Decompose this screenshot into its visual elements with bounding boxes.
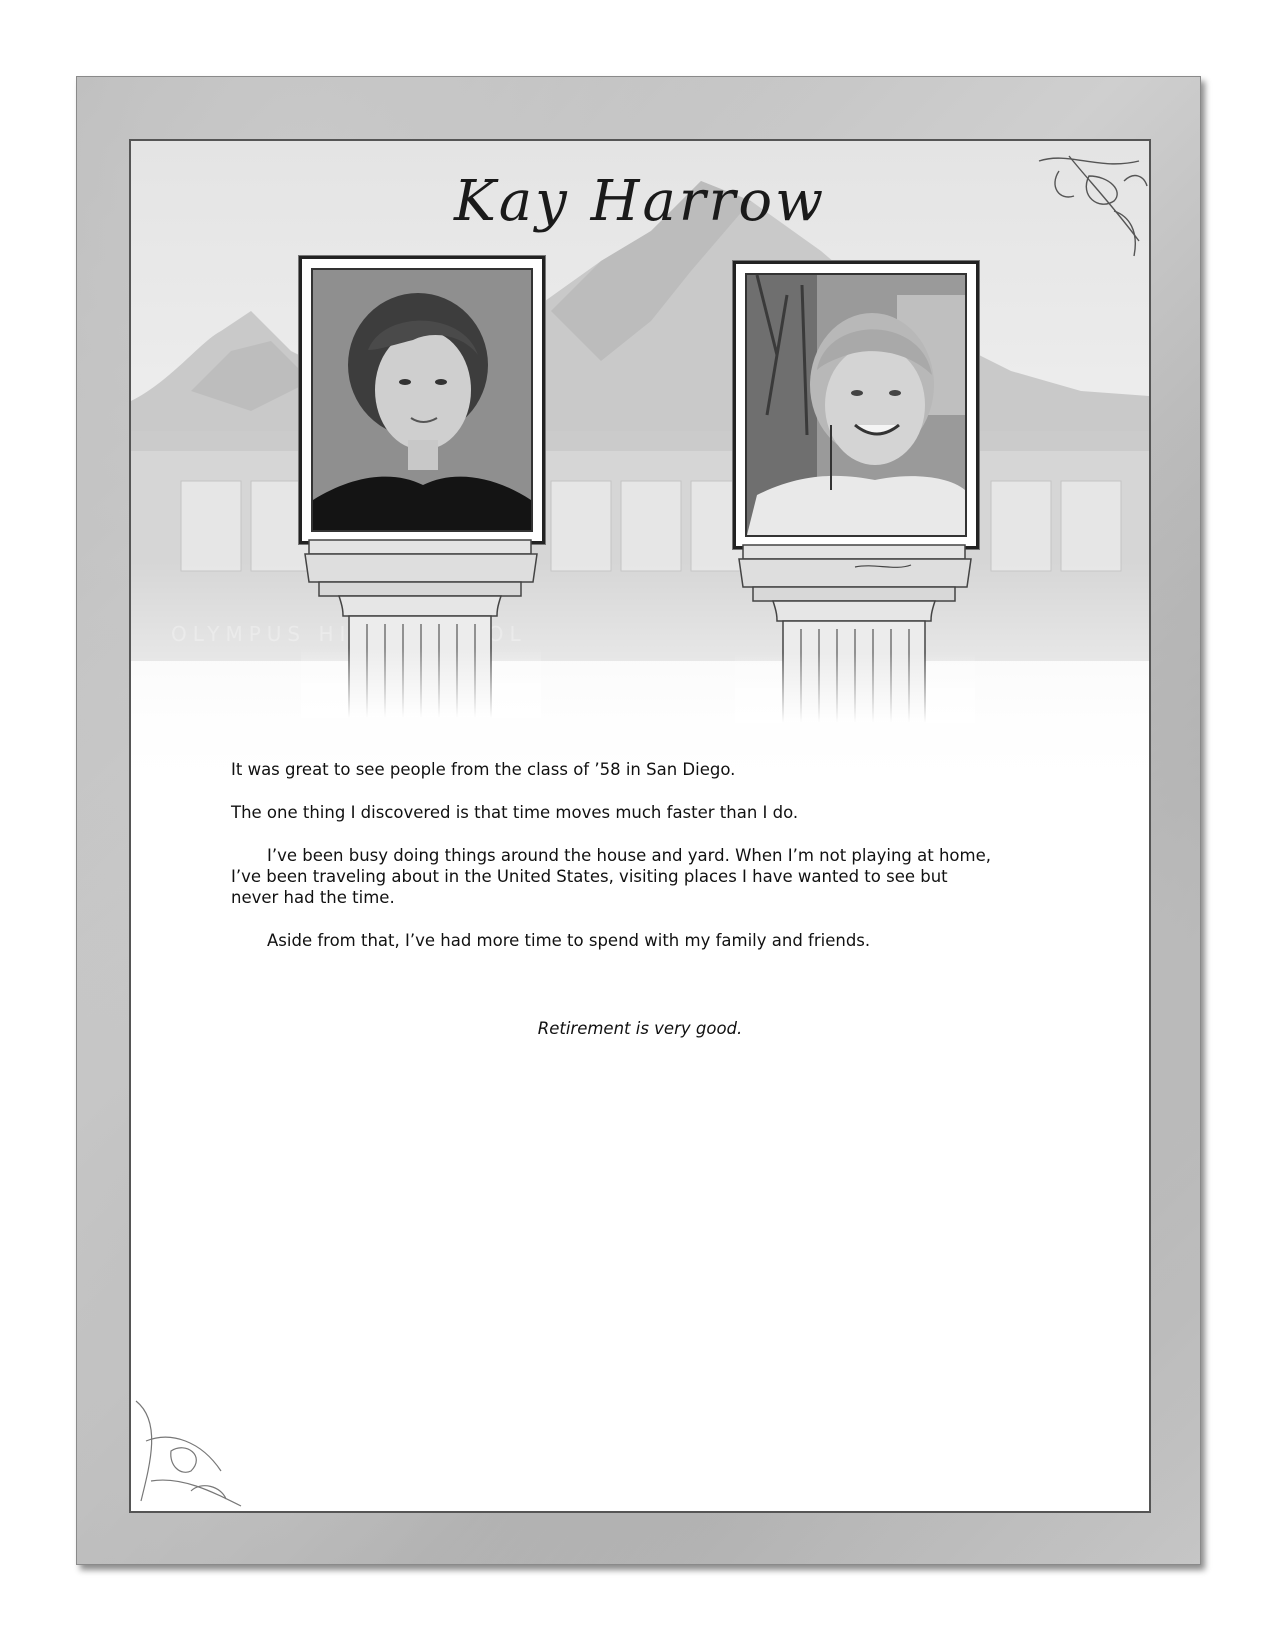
school-portrait-photo (311, 268, 533, 532)
page-frame (76, 76, 1201, 1565)
left-pillar (301, 538, 541, 718)
closing-line: Retirement is very good. (537, 1019, 743, 1038)
background-school-scene (131, 141, 1149, 801)
left-photo-group (299, 256, 549, 716)
paragraph-1: It was great to see people from the class of ’58 in San Diego. (231, 760, 736, 779)
recent-photo (745, 273, 967, 537)
paragraph-2: The one thing I discovered is that time moves much faster than I do. (231, 803, 799, 822)
page-title: Kay Harrow (453, 169, 827, 234)
right-photo-group (733, 261, 983, 721)
floral-corner-bottom-left (131, 1381, 251, 1511)
body-text (231, 759, 991, 973)
paragraph-4: Aside from that, I’ve had more time to spend with my family and friends. (267, 931, 871, 950)
left-photo-frame (299, 256, 545, 544)
page-inner (129, 139, 1151, 1513)
right-photo-frame (733, 261, 979, 549)
paragraph-3: I’ve been busy doing things around the house and yard. When I’m not playing at home, I’ve been traveling about in the United States, visiting places I have wanted to see but never had the time. (231, 846, 991, 907)
right-pillar (735, 543, 975, 723)
